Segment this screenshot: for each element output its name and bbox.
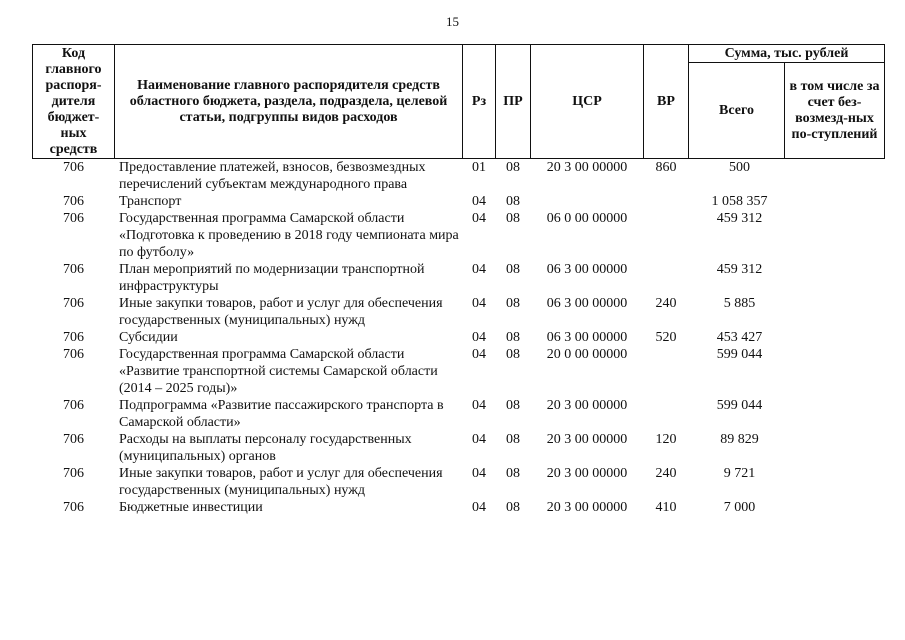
cell-rz: 04 <box>472 466 486 481</box>
cell-vr: 240 <box>655 466 677 481</box>
cell-total: 1 058 357 <box>711 194 768 209</box>
table-row <box>33 210 885 261</box>
cell-vr: 240 <box>655 296 677 311</box>
table-row <box>33 261 885 295</box>
table-row <box>33 499 885 516</box>
page-number: 15 <box>446 14 459 29</box>
cell-free <box>785 261 885 295</box>
cell-rz: 04 <box>472 330 486 345</box>
cell-total: 5 885 <box>723 296 756 311</box>
budget-table <box>32 44 885 516</box>
cell-rz: 04 <box>472 347 486 362</box>
cell-pr: 08 <box>506 160 520 175</box>
cell-csr: 06 3 00 00000 <box>546 330 628 345</box>
table-row <box>33 346 885 397</box>
table-row <box>33 397 885 431</box>
cell-total: 599 044 <box>716 398 763 413</box>
cell-name: Иные закупки товаров, работ и услуг для обеспечения государственных (муниципальных) нужд <box>119 296 443 328</box>
cell-csr: 06 0 00 00000 <box>546 211 628 226</box>
cell-code: 706 <box>63 347 84 362</box>
cell-vr: 520 <box>655 330 677 345</box>
cell-vr <box>644 397 689 431</box>
cell-pr: 08 <box>506 432 520 447</box>
cell-csr: 20 0 00 00000 <box>546 347 628 362</box>
cell-rz: 01 <box>472 160 486 175</box>
cell-code: 706 <box>63 500 84 515</box>
header-csr: ЦСР <box>531 45 644 159</box>
cell-free <box>785 329 885 346</box>
cell-code: 706 <box>63 330 84 345</box>
cell-rz: 04 <box>472 432 486 447</box>
cell-name: Подпрограмма «Развитие пассажирского транспорта в Самарской области» <box>119 398 444 430</box>
cell-rz: 04 <box>472 296 486 311</box>
cell-pr: 08 <box>506 398 520 413</box>
header-vr: ВР <box>644 45 689 159</box>
cell-csr: 06 3 00 00000 <box>546 262 628 277</box>
cell-free <box>785 193 885 210</box>
cell-name: Транспорт <box>119 194 182 209</box>
header-rz: Рз <box>463 45 496 159</box>
cell-name: Субсидии <box>119 330 178 345</box>
cell-rz: 04 <box>472 262 486 277</box>
table-row <box>33 295 885 329</box>
cell-name: Предоставление платежей, взносов, безвозмездных перечислений субъектам международного права <box>119 160 426 192</box>
cell-vr: 120 <box>655 432 677 447</box>
cell-code: 706 <box>63 160 84 175</box>
cell-csr: 20 3 00 00000 <box>546 466 628 481</box>
cell-code: 706 <box>63 194 84 209</box>
cell-vr: 410 <box>655 500 677 515</box>
cell-total: 459 312 <box>716 211 763 226</box>
cell-code: 706 <box>63 211 84 226</box>
cell-free <box>785 295 885 329</box>
cell-total: 89 829 <box>720 432 759 447</box>
cell-csr <box>531 193 644 210</box>
cell-free <box>785 465 885 499</box>
cell-vr: 860 <box>655 160 677 175</box>
cell-code: 706 <box>63 432 84 447</box>
cell-pr: 08 <box>506 296 520 311</box>
cell-rz: 04 <box>472 398 486 413</box>
cell-vr <box>644 193 689 210</box>
cell-total: 599 044 <box>716 347 763 362</box>
cell-code: 706 <box>63 262 84 277</box>
cell-free <box>785 346 885 397</box>
table-row <box>33 465 885 499</box>
table-body <box>33 159 885 517</box>
cell-name: Бюджетные инвестиции <box>119 500 263 515</box>
cell-vr <box>644 346 689 397</box>
header-code: Код главного распоря-дителя бюджет-ных средств <box>33 45 115 159</box>
cell-pr: 08 <box>506 211 520 226</box>
table-row <box>33 193 885 210</box>
cell-vr <box>644 210 689 261</box>
header-pr: ПР <box>496 45 531 159</box>
cell-rz: 04 <box>472 500 486 515</box>
cell-free <box>785 499 885 516</box>
cell-name: Государственная программа Самарской области «Развитие транспортной системы Самарской области (2014 – 2025 годы)» <box>119 347 438 396</box>
table-row <box>33 329 885 346</box>
header-sum-group: Сумма, тыс. рублей <box>689 45 885 63</box>
cell-vr <box>644 261 689 295</box>
cell-free <box>785 397 885 431</box>
cell-csr: 20 3 00 00000 <box>546 398 628 413</box>
cell-total: 9 721 <box>723 466 756 481</box>
cell-name: Расходы на выплаты персоналу государственных (муниципальных) органов <box>119 432 412 464</box>
cell-csr: 20 3 00 00000 <box>546 160 628 175</box>
cell-pr: 08 <box>506 262 520 277</box>
cell-csr: 06 3 00 00000 <box>546 296 628 311</box>
cell-free <box>785 159 885 194</box>
cell-pr: 08 <box>506 500 520 515</box>
cell-name: План мероприятий по модернизации транспортной инфраструктуры <box>119 262 425 294</box>
cell-total: 453 427 <box>716 330 763 345</box>
header-name: Наименование главного распорядителя средств областного бюджета, раздела, подраздела, целевой статьи, подгруппы видов расходов <box>115 45 463 159</box>
header-total: Всего <box>689 63 785 159</box>
table-row <box>33 431 885 465</box>
header-free-receipts: в том числе за счет без-возмезд-ных по-ступлений <box>785 63 885 159</box>
cell-total: 459 312 <box>716 262 763 277</box>
cell-free <box>785 431 885 465</box>
cell-code: 706 <box>63 296 84 311</box>
cell-name: Иные закупки товаров, работ и услуг для обеспечения государственных (муниципальных) нужд <box>119 466 443 498</box>
cell-pr: 08 <box>506 466 520 481</box>
cell-pr: 08 <box>506 330 520 345</box>
cell-pr: 08 <box>506 194 520 209</box>
cell-total: 7 000 <box>723 500 756 515</box>
cell-code: 706 <box>63 466 84 481</box>
cell-pr: 08 <box>506 347 520 362</box>
cell-rz: 04 <box>472 211 486 226</box>
cell-csr: 20 3 00 00000 <box>546 500 628 515</box>
cell-name: Государственная программа Самарской области «Подготовка к проведению в 2018 году чемпионата мира по футболу» <box>119 211 459 260</box>
cell-csr: 20 3 00 00000 <box>546 432 628 447</box>
table-row <box>33 159 885 194</box>
cell-rz: 04 <box>472 194 486 209</box>
cell-code: 706 <box>63 398 84 413</box>
cell-total: 500 <box>729 160 750 175</box>
cell-free <box>785 210 885 261</box>
